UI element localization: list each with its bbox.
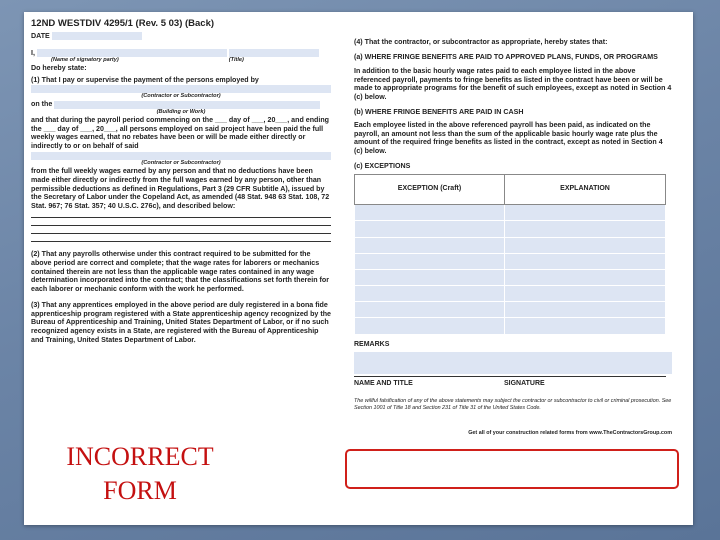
exceptions-table — [354, 174, 666, 335]
title-caption: (Title) — [228, 57, 244, 64]
table-row[interactable] — [355, 205, 666, 221]
date-label: DATE — [31, 32, 50, 40]
table-row[interactable] — [355, 253, 666, 269]
contractor-caption-2: (Contractor or Subcontractor) — [141, 160, 221, 167]
table-row[interactable] — [355, 221, 666, 237]
exception-cell[interactable] — [355, 221, 505, 237]
table-row[interactable] — [355, 318, 666, 334]
remarks-field[interactable] — [354, 352, 672, 374]
para-4b-body: Each employee listed in the above referenced payroll has been paid, as indicated on the payroll, an amount not less than the sum of the applicable basic hourly wage rate plus the amount of the required fringe benefits as listed in the contract, except as noted in Section 4 (c) below. — [354, 121, 663, 155]
building-field[interactable] — [54, 101, 320, 109]
table-row[interactable] — [355, 269, 666, 285]
para-3: (3) That any apprentices employed in the above period are duly registered in a bona fide apprenticeship program registered with a State apprenticeship agency recognized by the Bureau of Apprenticeship and Training, United States Department of Labor, or if no such recognized agency exists in a State, are registered with the Bureau of Apprenticeship and Training, United States Department of Labor. — [31, 301, 331, 344]
exceptions-header-row — [355, 175, 666, 205]
name-title-label: NAME AND TITLE — [354, 376, 504, 394]
explanation-header: EXPLANATION — [505, 175, 666, 205]
explanation-cell[interactable] — [505, 205, 666, 221]
name-caption: (Name of signatory party) — [51, 57, 119, 64]
deduction-line-4[interactable] — [31, 234, 331, 242]
exception-cell[interactable] — [355, 237, 505, 253]
table-row[interactable] — [355, 302, 666, 318]
para-4a-body: In addition to the basic hourly wage rates paid to each employee listed in the above referenced payroll, payments to fringe benefits as listed in the contract have been or will be made to appropriate programs for the benefit of such employees, except as noted in Section 4 (c) below. — [354, 67, 672, 101]
para-1-end: from the full weekly wages earned by any person and that no deductions have been made either directly or indirectly from the full wages earned by any person, other than permissible deductions as defined in Regulations, Part 3 (29 CFR Subtitle A), issued by the Secretary of Labor under the Copeland Act, as amended (48 Stat. 948 63 Stat. 108, 72 Stat. 967; 76 Stat. 357; 40 U.S.C. 276c), and described below: — [31, 167, 330, 210]
form-title: 12ND WESTDIV 4295/1 (Rev. 5 03) (Back) — [31, 18, 215, 29]
signatory-title-field[interactable] — [229, 49, 319, 57]
building-caption: (Building or Work) — [156, 108, 206, 115]
deduction-line-3[interactable] — [31, 226, 331, 234]
signatory-name-field[interactable] — [37, 49, 227, 57]
table-row[interactable] — [355, 237, 666, 253]
exception-cell[interactable] — [355, 302, 505, 318]
hereby-state: Do hereby state: — [31, 64, 87, 73]
on-the-row — [31, 100, 331, 109]
para-4-intro: (4) That the contractor, or subcontractor as appropriate, hereby states that: — [354, 38, 608, 46]
date-row — [31, 32, 331, 41]
exception-craft-header: EXCEPTION (Craft) — [355, 175, 505, 205]
explanation-cell[interactable] — [505, 237, 666, 253]
remarks-label: REMARKS — [354, 340, 390, 348]
footer-link[interactable]: Get all of your construction related forms from www.TheContractorsGroup.com — [468, 430, 672, 437]
deduction-line-1[interactable] — [31, 210, 331, 218]
falsification-warning: The willful falsification of any of the above statements may subject the contractor or subcontractor to civil or criminal prosecution. See Section 1001 of Title 18 and Section 231 of Title 31 of the United States Code. — [354, 398, 672, 411]
explanation-cell[interactable] — [505, 302, 666, 318]
exception-cell[interactable] — [355, 318, 505, 334]
deduction-line-2[interactable] — [31, 218, 331, 226]
date-field[interactable] — [52, 32, 142, 40]
i-label: I, — [31, 48, 35, 57]
exception-cell[interactable] — [355, 286, 505, 302]
explanation-cell[interactable] — [505, 221, 666, 237]
explanation-cell[interactable] — [505, 318, 666, 334]
para-2: (2) That any payrolls otherwise under this contract required to be submitted for the above period are correct and complete; that the wage rates for laborers or mechanics contained therein are not less than the applicable wage rates contained in any wage determination incorporated into the contract; that the classifications set forth therein for each laborer or mechanic conform with the work he performed. — [31, 250, 329, 293]
table-row[interactable] — [355, 286, 666, 302]
exception-cell[interactable] — [355, 253, 505, 269]
signature-label: SIGNATURE — [504, 376, 666, 394]
signature-row — [354, 376, 672, 394]
para-4c-heading: (c) EXCEPTIONS — [354, 161, 411, 170]
explanation-cell[interactable] — [505, 253, 666, 269]
right-column — [354, 38, 672, 438]
contractor-field[interactable] — [31, 85, 331, 93]
para-4b-heading: (b) WHERE FRINGE BENEFITS ARE PAID IN CASH — [354, 107, 524, 116]
para-1-mid: and that during the payroll period commencing on the ___ day of ___, 20___, and ending the ___ day of ___, 20___, all persons employed on said project have been paid the full weekly wages earned, that no rebates have been or will be made either directly or indirectly to or on behalf of said — [31, 115, 329, 150]
exception-cell[interactable] — [355, 205, 505, 221]
contractor-caption: (Contractor or Subcontractor) — [141, 93, 221, 100]
explanation-cell[interactable] — [505, 286, 666, 302]
signatory-captions — [31, 57, 331, 64]
on-the-label: on the — [31, 100, 53, 109]
signatory-row — [31, 49, 331, 58]
incorrect-form-label: INCORRECT FORM — [66, 442, 214, 505]
exception-cell[interactable] — [355, 269, 505, 285]
left-column — [31, 18, 331, 344]
contractor-field-2[interactable] — [31, 152, 331, 160]
para-1-start: (1) That I pay or supervise the payment of the persons employed by — [31, 75, 259, 84]
explanation-cell[interactable] — [505, 269, 666, 285]
highlight-box — [345, 449, 679, 489]
para-4a-heading: (a) WHERE FRINGE BENEFITS ARE PAID TO APPROVED PLANS, FUNDS, OR PROGRAMS — [354, 52, 658, 61]
